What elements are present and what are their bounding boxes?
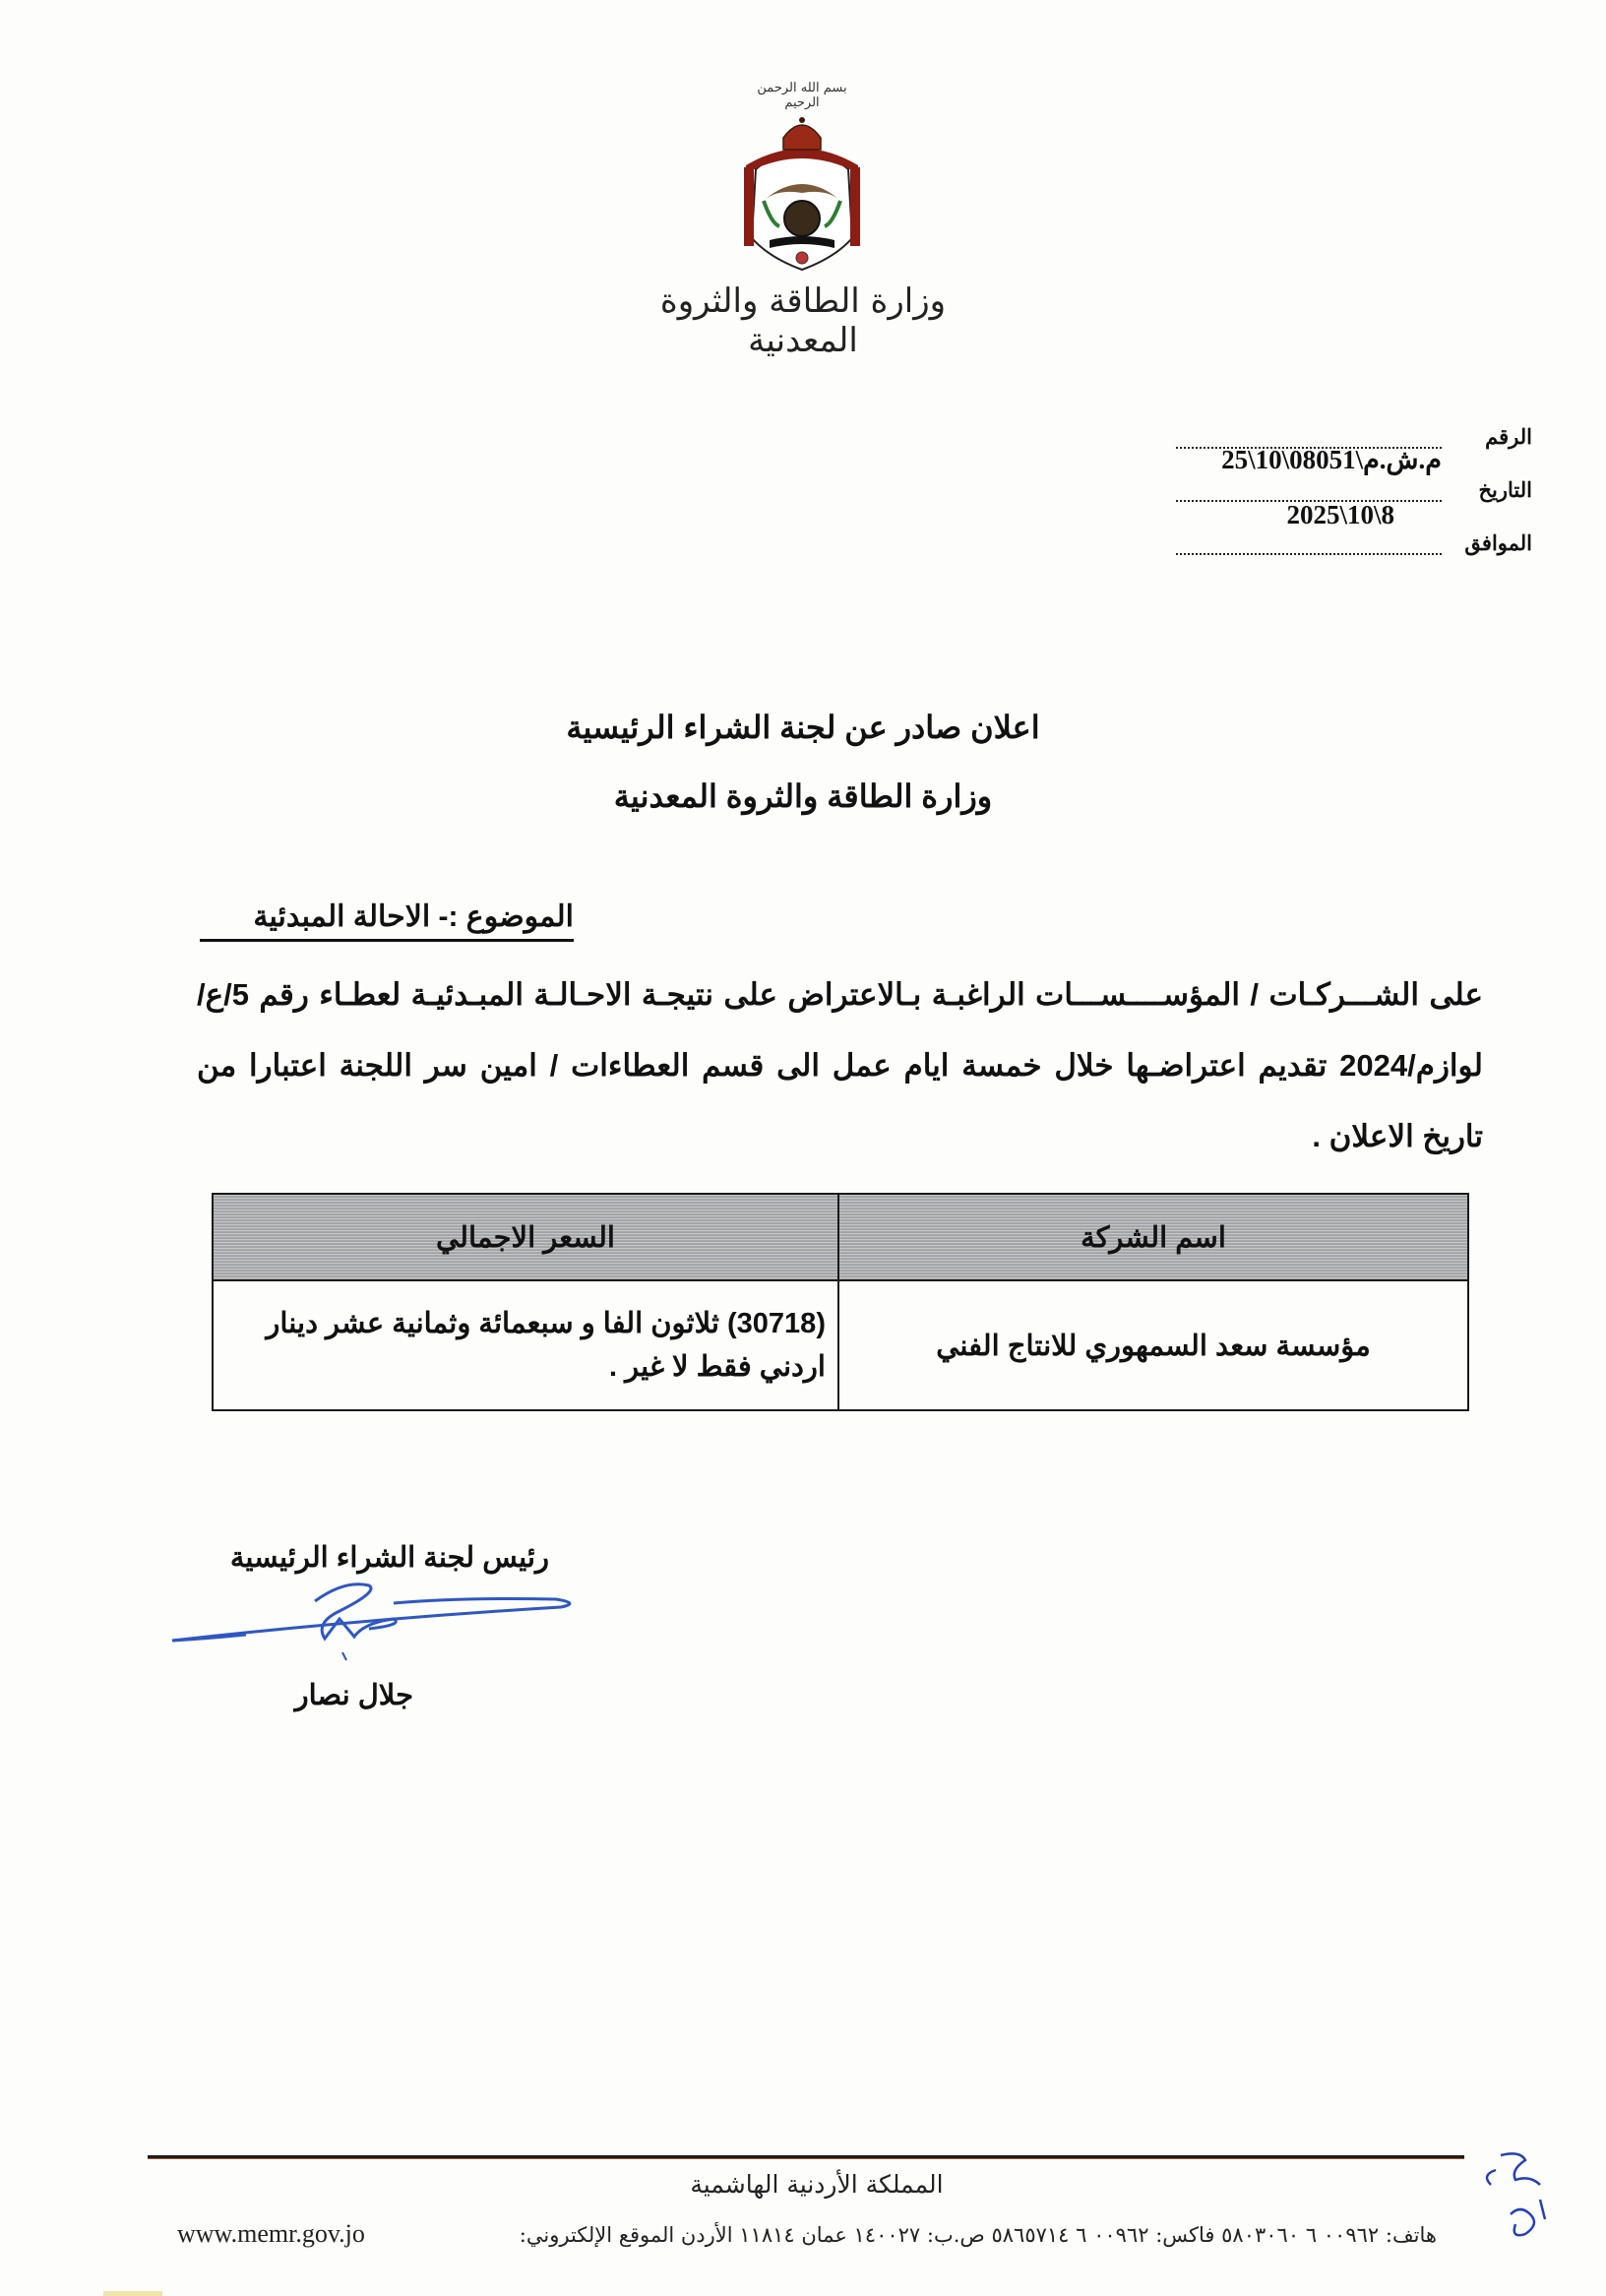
reference-number-value: م.ش.م\08051\10\25 (1221, 445, 1442, 474)
footer-contact (177, 2219, 1437, 2249)
jordan-coat-of-arms-icon (736, 110, 868, 276)
footer-divider (148, 2155, 1464, 2159)
reference-block (1139, 425, 1532, 561)
hijri-date-label: الموافق (1464, 532, 1532, 555)
bismillah: بسم الله الرحمن الرحيم (757, 81, 847, 110)
announcement-title: اعلان صادر عن لجنة الشراء الرئيسية (566, 710, 1040, 745)
signatory-title: رئيس لجنة الشراء الرئيسية (229, 1542, 549, 1574)
table-row (213, 1280, 1468, 1410)
website-link[interactable]: www.memr.gov.jo (177, 2219, 365, 2248)
subject-line: الموضوع :- الاحالة المبدئية (200, 898, 574, 942)
award-table (212, 1193, 1469, 1411)
company-cell: مؤسسة سعد السمهوري للانتاج الفني (838, 1280, 1468, 1410)
date-label: التاريخ (1478, 479, 1532, 502)
column-header-price: السعر الاجمالي (213, 1194, 838, 1280)
handwritten-note (1471, 2145, 1579, 2254)
footer-contact-details: هاتف: ٠٠٩٦٢ ٦ ٥٨٠٣٠٦٠ فاكس: ٠٠٩٦٢ ٦ ٥٨٦٥٧١٤ ص.ب: ١٤٠٠٢٧ عمان ١١٨١٤ الأردن الموقع الإلكتروني: (519, 2223, 1437, 2247)
date-value: 2025\10\8 (1286, 500, 1394, 529)
footer-kingdom-logo: المملكة الأردنية الهاشمية (690, 2170, 944, 2199)
reference-number-label: الرقم (1485, 426, 1532, 449)
column-header-company: اسم الشركة (838, 1194, 1468, 1280)
dotted-line (1176, 553, 1442, 555)
price-cell: (30718) ثلاثون الفا و سبعمائة وثمانية عشر دينار اردني فقط لا غير . (213, 1280, 838, 1410)
signatory-name: جلال نصار (294, 1680, 413, 1711)
ministry-logo: وزارة الطاقة والثروة المعدنية (659, 281, 947, 360)
scan-artifact (103, 2291, 162, 2296)
body-paragraph: على الشـــركـات / المؤســــســـات الراغبـة بـالاعتراض على نتيجـة الاحـالـة المبـدئيـة لعطـاء رقم 5/ع/لوازم/2024 تقديم اعتراضـها خلال خمسة ايام عمل الى قسم العطاءات / امين سر اللجنة اعتبارا من تاريخ الاعلان . (197, 977, 1483, 1153)
ministry-title: وزارة الطاقة والثروة المعدنية (613, 778, 993, 814)
handwritten-signature (167, 1580, 581, 1678)
